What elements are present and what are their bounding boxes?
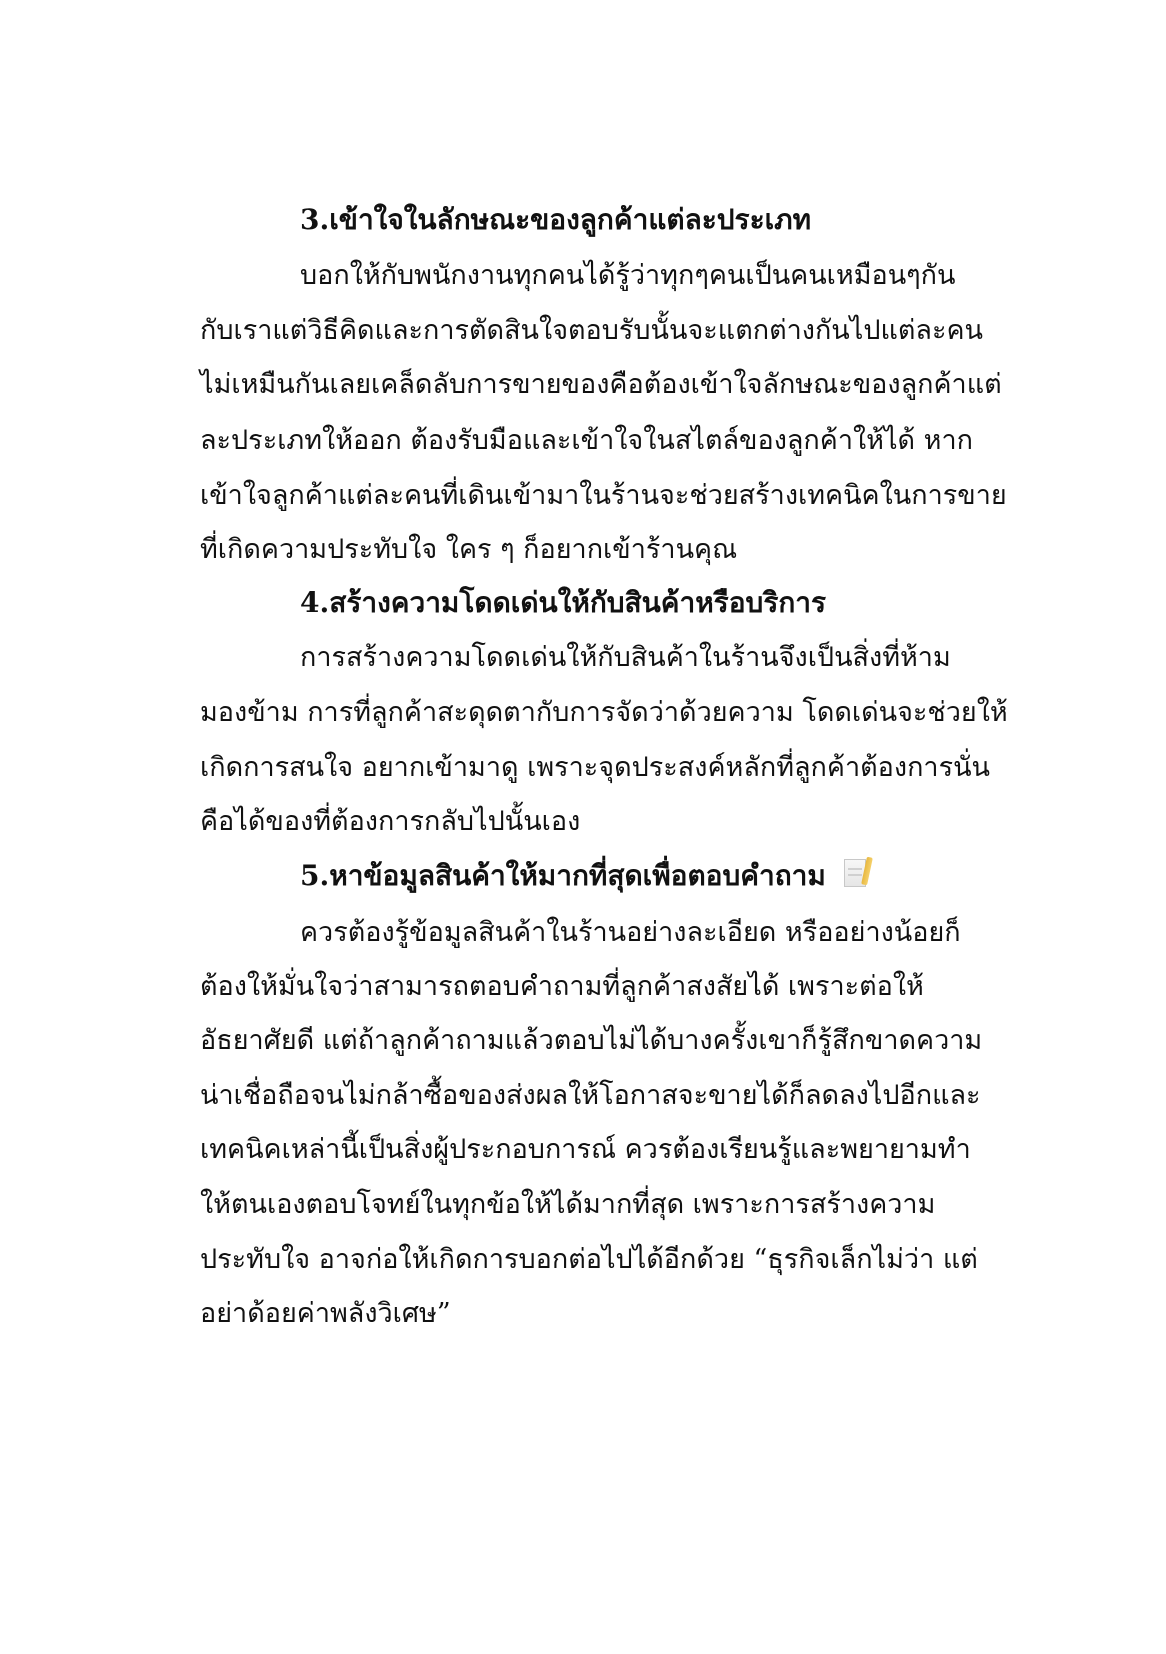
paragraph-line: กับเราแต่วิธีคิดและการตัดสินใจตอบรับนั้นจะแตกต่างกันไปแต่ละคน [200,315,983,346]
section-4-heading: 4.สร้างความโดดเด่นให้กับสินค้าหรือบริการ [300,586,827,619]
paragraph-line: คือได้ของที่ต้องการกลับไปนั้นเอง [200,806,581,837]
paragraph-line: อัธยาศัยดี แต่ถ้าลูกค้าถามแล้วตอบไม่ได้บางครั้งเขาก็รู้สึกขาดความ [200,1025,983,1056]
paragraph-line: เข้าใจลูกค้าแต่ละคนที่เดินเข้ามาในร้านจะช่วยสร้างเทคนิคในการขาย [200,480,1007,511]
paragraph-line: ประทับใจ อาจก่อให้เกิดการบอกต่อไปได้อีกด้วย “ธุรกิจเล็กไม่ว่า แต่ [200,1244,978,1275]
section-5-heading-row [300,856,874,896]
paragraph-line: ควรต้องรู้ข้อมูลสินค้าในร้านอย่างละเอียด หรืออย่างน้อยก็ [300,917,961,948]
paragraph-line: ละประเภทให้ออก ต้องรับมือและเข้าใจในสไตล์ของลูกค้าให้ได้ หาก [200,425,973,456]
paragraph-line: เทคนิคเหล่านี้เป็นสิ่งผู้ประกอบการณ์ ควรต้องเรียนรู้และพยายามทำ [200,1134,971,1165]
paragraph-line: น่าเชื่อถือจนไม่กล้าซื้อของส่งผลให้โอกาสจะขายได้ก็ลดลงไปอีกและ [200,1080,981,1111]
paragraph-line: ต้องให้มั่นใจว่าสามารถตอบคำถามที่ลูกค้าสงสัยได้ เพราะต่อให้ [200,971,924,1002]
paragraph-line: บอกให้กับพนักงานทุกคนได้รู้ว่าทุกๆคนเป็นคนเหมือนๆกัน [300,260,956,291]
paragraph-line: เกิดการสนใจ อยากเข้ามาดู เพราะจุดประสงค์หลักที่ลูกค้าต้องการนั่น [200,752,990,783]
paragraph-line: มองข้าม การที่ลูกค้าสะดุดตากับการจัดว่าด้วยความ โดดเด่นจะช่วยให้ [200,697,1008,728]
paragraph-line: ไม่เหมืนกันเลยเคล็ดลับการขายของคือต้องเข้าใจลักษณะของลูกค้าแต่ [200,369,1002,400]
paragraph-line: การสร้างความโดดเด่นให้กับสินค้าในร้านจึงเป็นสิ่งที่ห้าม [300,642,951,673]
paragraph-line: อย่าด้อยค่าพลังวิเศษ” [200,1298,451,1329]
note-paper-pencil-icon [844,857,874,889]
section-3-heading: 3.เข้าใจในลักษณะของลูกค้าแต่ละประเภท [300,203,812,236]
paragraph-line: ให้ตนเองตอบโจทย์ในทุกข้อให้ได้มากที่สุด เพราะการสร้างความ [200,1189,936,1220]
section-5-heading: 5.หาข้อมูลสินค้าให้มากที่สุดเพื่อตอบคำถาม [300,859,826,892]
paragraph-line: ที่เกิดความประทับใจ ใคร ๆ ก็อยากเข้าร้านคุณ [200,534,738,565]
